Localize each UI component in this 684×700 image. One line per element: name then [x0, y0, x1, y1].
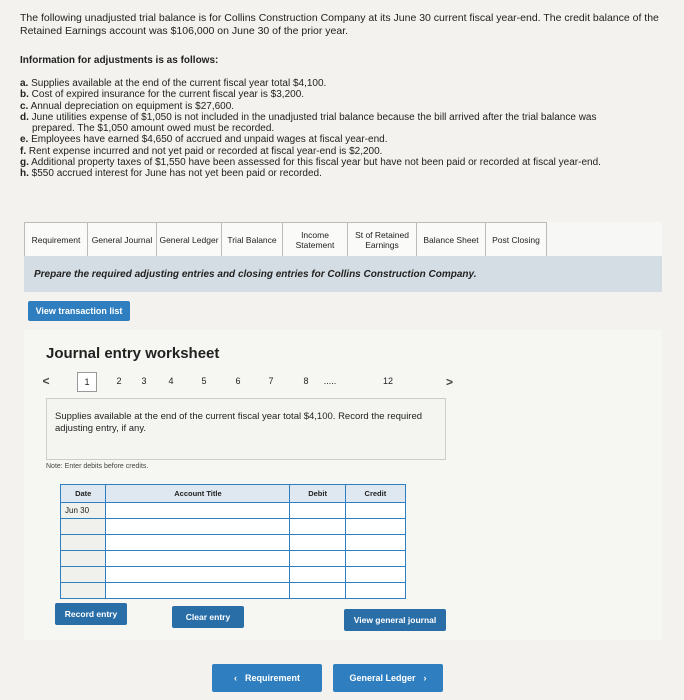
credit-cell[interactable] [345, 519, 405, 535]
tab-retained-earnings[interactable]: St of Retained Earnings [347, 222, 417, 256]
tab-general-journal[interactable]: General Journal [87, 222, 157, 256]
table-row [61, 503, 406, 519]
tab-trial-balance[interactable]: Trial Balance [221, 222, 283, 256]
adjustment-item: f. Rent expense incurred and not yet paid or recorded at fiscal year-end is $2,200. [20, 145, 383, 157]
date-cell[interactable] [61, 519, 106, 535]
adjustment-item: b. Cost of expired insurance for the current fiscal year is $3,200. [20, 89, 305, 101]
adjustment-item: a. Supplies available at the end of the current fiscal year total $4,100. [20, 78, 327, 89]
date-cell[interactable] [61, 567, 106, 583]
account-cell[interactable] [106, 583, 290, 599]
pager-page-4[interactable]: 4 [168, 376, 174, 386]
table-row [61, 551, 406, 567]
credit-cell[interactable] [345, 535, 405, 551]
col-account-title: Account Title [106, 485, 290, 503]
date-cell[interactable] [61, 551, 106, 567]
chevron-right-icon: › [423, 673, 427, 683]
problem-intro: The following unadjusted trial balance is for Collins Construction Company at its June 30 current fiscal year-end. The credit balance of the Retained Earnings account was $106,000 on June 30 of the prior year. [20, 12, 659, 37]
debit-cell[interactable] [290, 503, 345, 519]
entry-description: Supplies available at the end of the current fiscal year total $4,100. Record the required adjusting entry, if any. [46, 398, 446, 460]
journal-entry-table [60, 484, 406, 599]
debit-cell[interactable] [290, 583, 345, 599]
debit-cell[interactable] [290, 519, 345, 535]
date-cell[interactable]: Jun 30 [61, 503, 106, 519]
pager-page-6[interactable]: 6 [235, 376, 241, 386]
debit-cell[interactable] [290, 567, 345, 583]
date-cell[interactable] [61, 583, 106, 599]
tab-post-closing[interactable]: Post Closing [485, 222, 547, 256]
next-general-ledger-label: General Ledger [349, 673, 416, 683]
pager-page-3[interactable]: 3 [141, 376, 147, 386]
pager-page-5[interactable]: 5 [201, 376, 207, 386]
debit-cell[interactable] [290, 551, 345, 567]
tab-bar [24, 222, 662, 257]
adjustments-list [20, 78, 680, 180]
pager-page-1[interactable]: 1 [77, 372, 97, 392]
account-cell[interactable] [106, 519, 290, 535]
account-cell[interactable] [106, 567, 290, 583]
adjustment-item-cont: prepared. The $1,050 amount owed must be recorded. [32, 123, 275, 135]
clear-entry-button[interactable]: Clear entry [172, 606, 244, 628]
chevron-left-icon: ‹ [233, 673, 237, 683]
entry-note: Note: Enter debits before credits. [46, 463, 149, 470]
adjustment-item: g. Additional property taxes of $1,550 have been assessed for this fiscal year but have not been paid or recorded at fiscal year-end. [20, 157, 601, 169]
entry-pager [37, 372, 417, 396]
record-entry-button[interactable]: Record entry [55, 603, 127, 625]
pager-ellipsis: ..... [323, 376, 337, 386]
pager-prev-icon[interactable]: < [42, 374, 50, 388]
pager-page-8[interactable]: 8 [303, 376, 309, 386]
credit-cell[interactable] [345, 503, 405, 519]
adjustment-item: d. June utilities expense of $1,050 is not included in the unadjusted trial balance because the bill arrived after the trial balance was [20, 111, 597, 123]
table-row [61, 535, 406, 551]
pager-page-2[interactable]: 2 [116, 376, 122, 386]
next-general-ledger-button[interactable] [333, 664, 443, 692]
account-cell[interactable] [106, 535, 290, 551]
view-general-journal-button[interactable]: View general journal [344, 609, 446, 631]
worksheet-title: Journal entry worksheet [46, 345, 220, 362]
instruction-bar: Prepare the required adjusting entries and closing entries for Collins Construction Company. [24, 256, 662, 292]
adjustment-item: e. Employees have earned $4,650 of accrued and unpaid wages at fiscal year-end. [20, 134, 388, 146]
credit-cell[interactable] [345, 551, 405, 567]
tab-general-ledger[interactable]: General Ledger [156, 222, 222, 256]
debit-cell[interactable] [290, 535, 345, 551]
prev-requirement-button[interactable] [212, 664, 322, 692]
pager-page-7[interactable]: 7 [268, 376, 274, 386]
account-cell[interactable] [106, 551, 290, 567]
col-debit: Debit [290, 485, 345, 503]
adjustment-item: c. Annual depreciation on equipment is $27,600. [20, 100, 235, 112]
pager-next-icon[interactable]: > [446, 375, 454, 389]
adjustment-item: h. $550 accrued interest for June has not yet been paid or recorded. [20, 168, 322, 180]
prev-requirement-label: Requirement [244, 673, 300, 683]
pager-page-12[interactable]: 12 [382, 376, 393, 386]
table-row [61, 567, 406, 583]
credit-cell[interactable] [345, 583, 405, 599]
col-credit: Credit [345, 485, 405, 503]
tab-balance-sheet[interactable]: Balance Sheet [416, 222, 486, 256]
date-cell[interactable] [61, 535, 106, 551]
col-date: Date [61, 485, 106, 503]
info-heading: Information for adjustments is as follows: [20, 55, 219, 66]
table-row [61, 519, 406, 535]
credit-cell[interactable] [345, 567, 405, 583]
table-row [61, 583, 406, 599]
tab-requirement[interactable]: Requirement [24, 222, 88, 256]
tab-income-statement[interactable]: Income Statement [282, 222, 348, 256]
view-transaction-list-button[interactable]: View transaction list [28, 301, 130, 321]
account-cell[interactable] [106, 503, 290, 519]
